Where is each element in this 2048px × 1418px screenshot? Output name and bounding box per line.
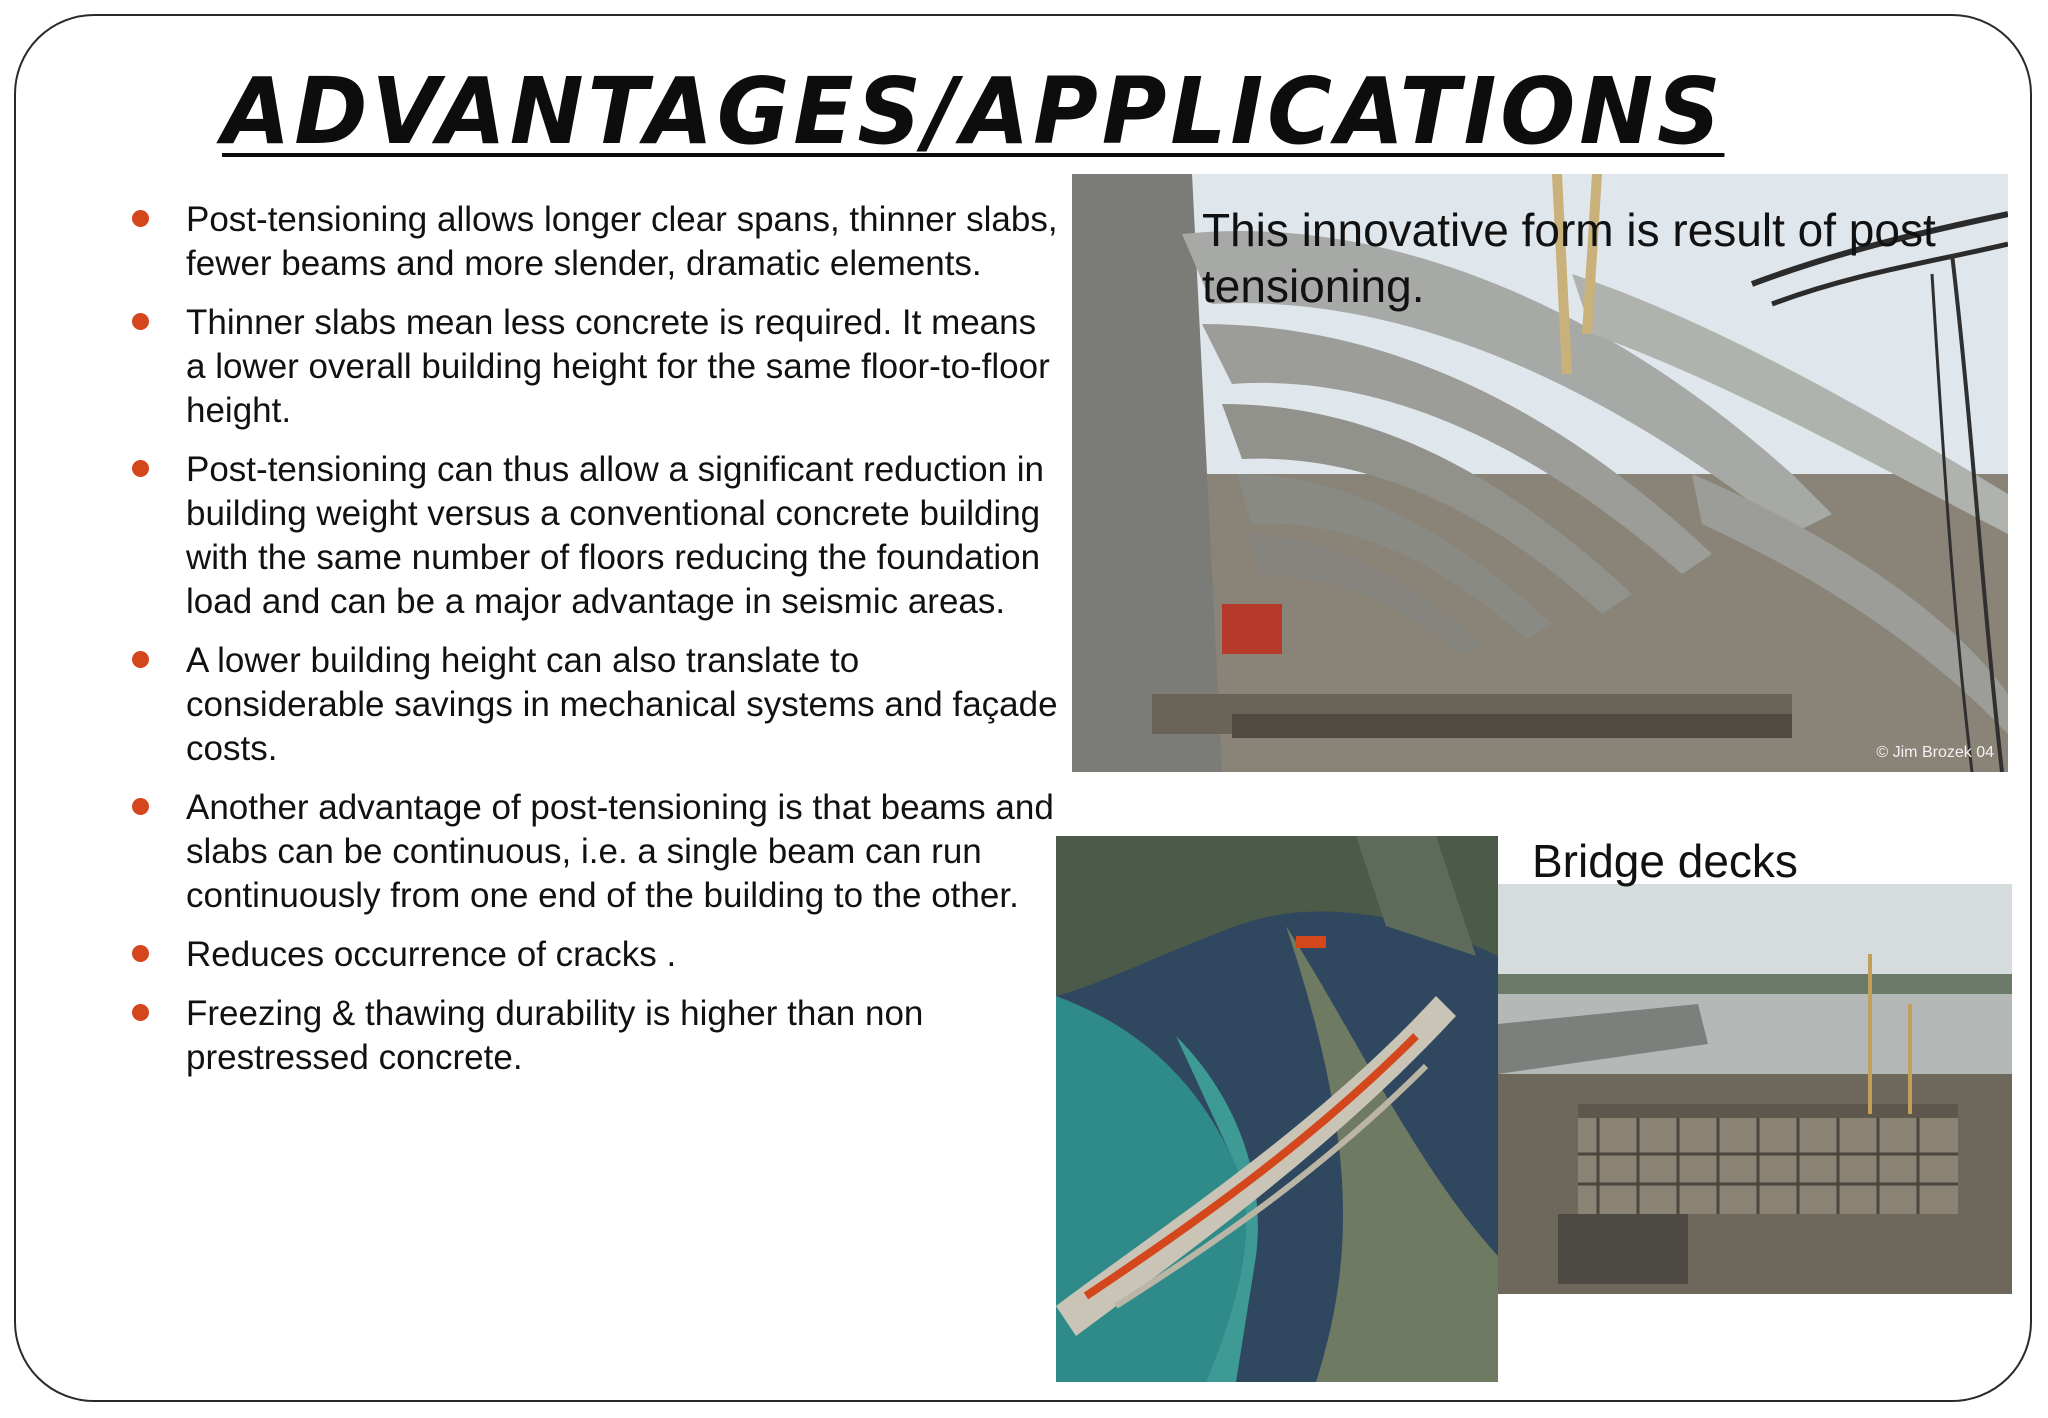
bullet-item	[130, 448, 1060, 624]
bullet-text: A lower building height can also translate to considerable savings in mechanical systems and façade costs.	[186, 641, 1058, 768]
bullet-dot-icon	[132, 1004, 149, 1021]
bullet-dot-icon	[132, 945, 149, 962]
bullet-text: Another advantage of post-tensioning is that beams and slabs can be continuous, i.e. a single beam can run continuously from one end of the building to the other.	[186, 788, 1054, 915]
bullet-item	[130, 639, 1060, 771]
bullet-list	[130, 198, 1060, 1095]
photo-caption: This innovative form is result of post tensioning.	[1202, 204, 1936, 312]
bullet-item	[130, 301, 1060, 433]
bullet-text: Post-tensioning can thus allow a significant reduction in building weight versus a conventional concrete building with the same number of floors reducing the foundation load and can be a major advantage in seismic areas.	[186, 450, 1044, 621]
bullet-item	[130, 786, 1060, 918]
bullet-item	[130, 992, 1060, 1080]
bullet-text: Reduces occurrence of cracks .	[186, 935, 677, 974]
bullet-text: Freezing & thawing durability is higher than non prestressed concrete.	[186, 994, 924, 1077]
river-bridge-photo	[1056, 836, 1498, 1382]
bullet-dot-icon	[132, 460, 149, 477]
bridge-decks-caption: Bridge decks	[1532, 835, 1798, 887]
bridge-deck-construction-photo	[1498, 884, 2012, 1294]
bullet-dot-icon	[132, 313, 149, 330]
river-bridge-illustration	[1056, 836, 1498, 1382]
bullet-text: Thinner slabs mean less concrete is required. It means a lower overall building height for the same floor-to-floor height.	[186, 303, 1050, 430]
bullet-dot-icon	[132, 210, 149, 227]
bullet-dot-icon	[132, 651, 149, 668]
bullet-item	[130, 198, 1060, 286]
slide-title: ADVANTAGES/APPLICATIONS	[222, 58, 1725, 165]
bridge-deck-illustration	[1498, 884, 2012, 1294]
bullet-dot-icon	[132, 798, 149, 815]
bullet-text: Post-tensioning allows longer clear spans, thinner slabs, fewer beams and more slender, dramatic elements.	[186, 200, 1058, 283]
bullet-item	[130, 933, 1060, 977]
photo-credit: © Jim Brozek 04	[1876, 744, 1994, 761]
